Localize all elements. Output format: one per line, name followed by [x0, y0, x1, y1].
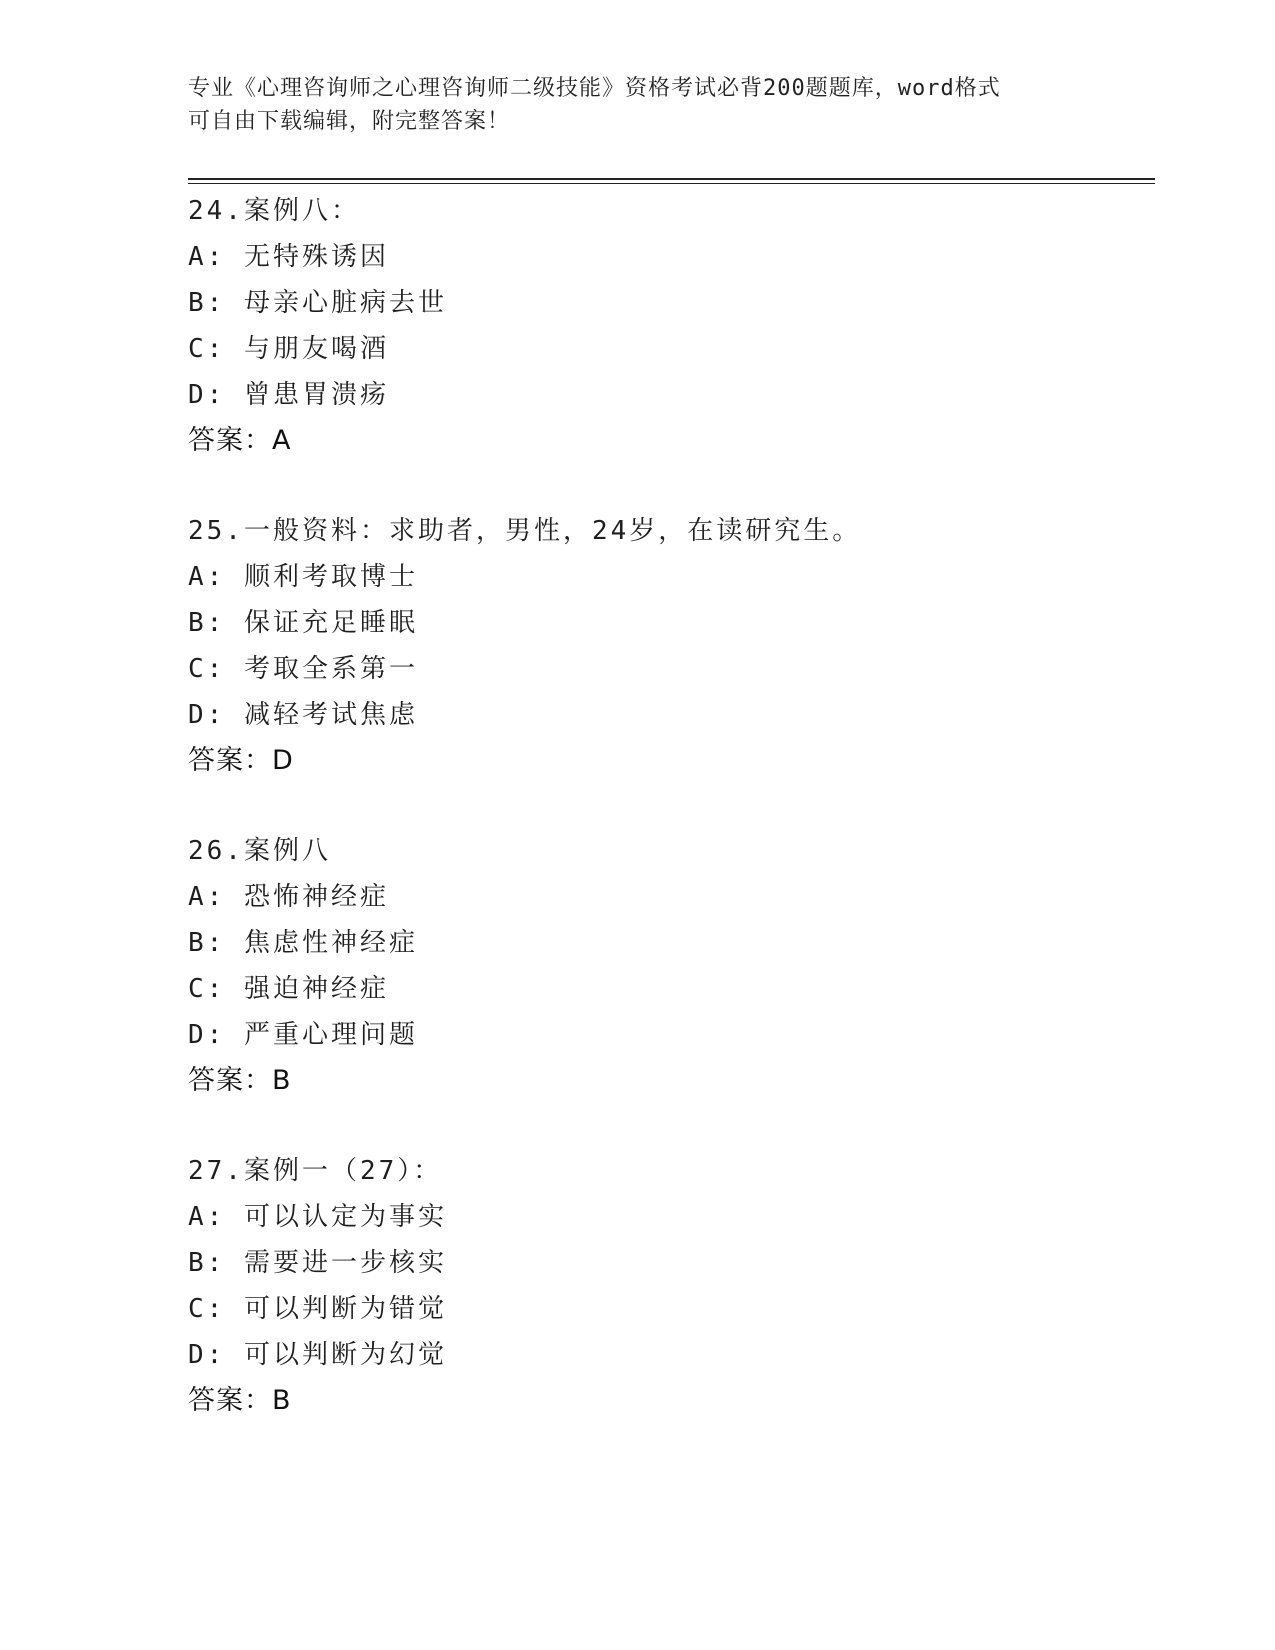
option-a: A: 恐怖神经症 — [188, 882, 389, 912]
option-b: B: 需要进一步核实 — [188, 1248, 447, 1278]
question-27 — [188, 1148, 1148, 1424]
option-d: D: 可以判断为幻觉 — [188, 1340, 447, 1370]
question-25 — [188, 508, 1148, 784]
question-stem: 27.案例一（27）： — [188, 1156, 443, 1186]
option-b: B: 母亲心脏病去世 — [188, 288, 447, 318]
option-d: D: 减轻考试焦虑 — [188, 700, 418, 730]
document-header — [188, 72, 1088, 138]
header-title-line-1: 专业《心理咨询师之心理咨询师二级技能》资格考试必背200题题库，word格式 — [188, 76, 1001, 101]
option-a: A: 顺利考取博士 — [188, 562, 418, 592]
option-d: D: 曾患胃溃疡 — [188, 380, 389, 410]
header-title-line-2: 可自由下载编辑，附完整答案！ — [188, 109, 511, 134]
question-stem: 24.案例八： — [188, 196, 360, 226]
option-c: C: 可以判断为错觉 — [188, 1294, 447, 1324]
option-d: D: 严重心理问题 — [188, 1020, 418, 1050]
option-b: B: 保证充足睡眠 — [188, 608, 418, 638]
answer-label: 答案：A — [188, 425, 292, 456]
question-stem: 25.一般资料：求助者，男性，24岁，在读研究生。 — [188, 516, 862, 546]
option-c: C: 与朋友喝酒 — [188, 334, 389, 364]
option-a: A: 无特殊诱因 — [188, 242, 389, 272]
answer-label: 答案：B — [188, 1065, 292, 1096]
option-a: A: 可以认定为事实 — [188, 1202, 447, 1232]
question-stem: 26.案例八 — [188, 836, 331, 866]
answer-label: 答案：B — [188, 1385, 292, 1416]
header-divider-thick — [188, 178, 1155, 180]
question-list — [188, 188, 1148, 1468]
option-b: B: 焦虑性神经症 — [188, 928, 418, 958]
header-divider-thin — [188, 183, 1155, 184]
question-24 — [188, 188, 1148, 464]
answer-label: 答案：D — [188, 745, 294, 776]
option-c: C: 考取全系第一 — [188, 654, 418, 684]
option-c: C: 强迫神经症 — [188, 974, 389, 1004]
question-26 — [188, 828, 1148, 1104]
